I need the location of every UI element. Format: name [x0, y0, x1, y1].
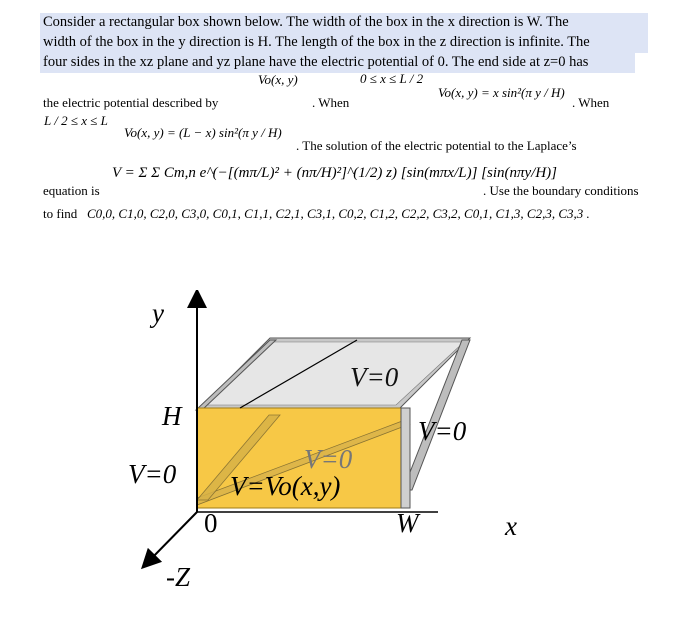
- label-origin: 0: [204, 508, 218, 538]
- label-axis-x: x: [505, 511, 517, 541]
- label-v0-top: V=0: [350, 362, 399, 392]
- label-v0-right: V=0: [418, 416, 467, 446]
- z-axis: [148, 512, 197, 562]
- label-vo-face: V=Vo(x,y): [230, 471, 341, 501]
- label-v0-bottom: V=0: [304, 444, 353, 474]
- rail-back-top-inner: [204, 342, 464, 405]
- math-solution: V = Σ Σ Cm,n e^(−[(mπ/L)² + (nπ/H)²]^(1/2) z) [sin(mπx/L)] [sin(nπy/H)]: [112, 165, 558, 181]
- boundary-text: . Use the boundary conditions: [483, 183, 639, 198]
- math-vo-xy: Vo(x, y): [258, 72, 298, 87]
- line4-lead: the electric potential described by: [43, 95, 219, 110]
- problem-line-1: Consider a rectangular box shown below. The width of the box in the x direction is W. The: [43, 14, 569, 30]
- coefficient-list: C0,0, C1,0, C2,0, C3,0, C0,1, C1,1, C2,1, C3,1, C0,2, C1,2, C2,2, C3,2, C0,1, C1,3, C2,3, C3,3 .: [87, 206, 590, 221]
- equation-lead: equation is: [43, 183, 100, 198]
- label-v0-left: V=0: [128, 459, 177, 489]
- math-vo-second: Vo(x, y) = (L − x) sin²(π y / H): [124, 125, 282, 140]
- box-diagram: [100, 290, 660, 600]
- problem-line-2: width of the box in the y direction is H. The length of the box in the z direction is infinite. The: [43, 34, 590, 50]
- box-figure: [100, 290, 660, 600]
- math-range-2: L / 2 ≤ x ≤ L: [44, 113, 108, 128]
- math-range-1: 0 ≤ x ≤ L / 2: [360, 71, 424, 86]
- label-axis-y: y: [152, 298, 164, 328]
- solution-text: . The solution of the electric potential to the Laplace’s: [296, 138, 577, 153]
- when-1: . When: [312, 95, 350, 110]
- math-vo-first: Vo(x, y) = x sin²(π y / H): [438, 85, 565, 100]
- rail-right-front: [401, 408, 410, 508]
- find-lead: to find: [43, 206, 78, 221]
- label-axis-z: -Z: [166, 562, 191, 592]
- label-H: H: [162, 401, 182, 431]
- label-W: W: [396, 508, 419, 538]
- when-2: . When: [572, 95, 610, 110]
- problem-line-3: four sides in the xz plane and yz plane have the electric potential of 0. The end side at z=0 has: [43, 54, 589, 70]
